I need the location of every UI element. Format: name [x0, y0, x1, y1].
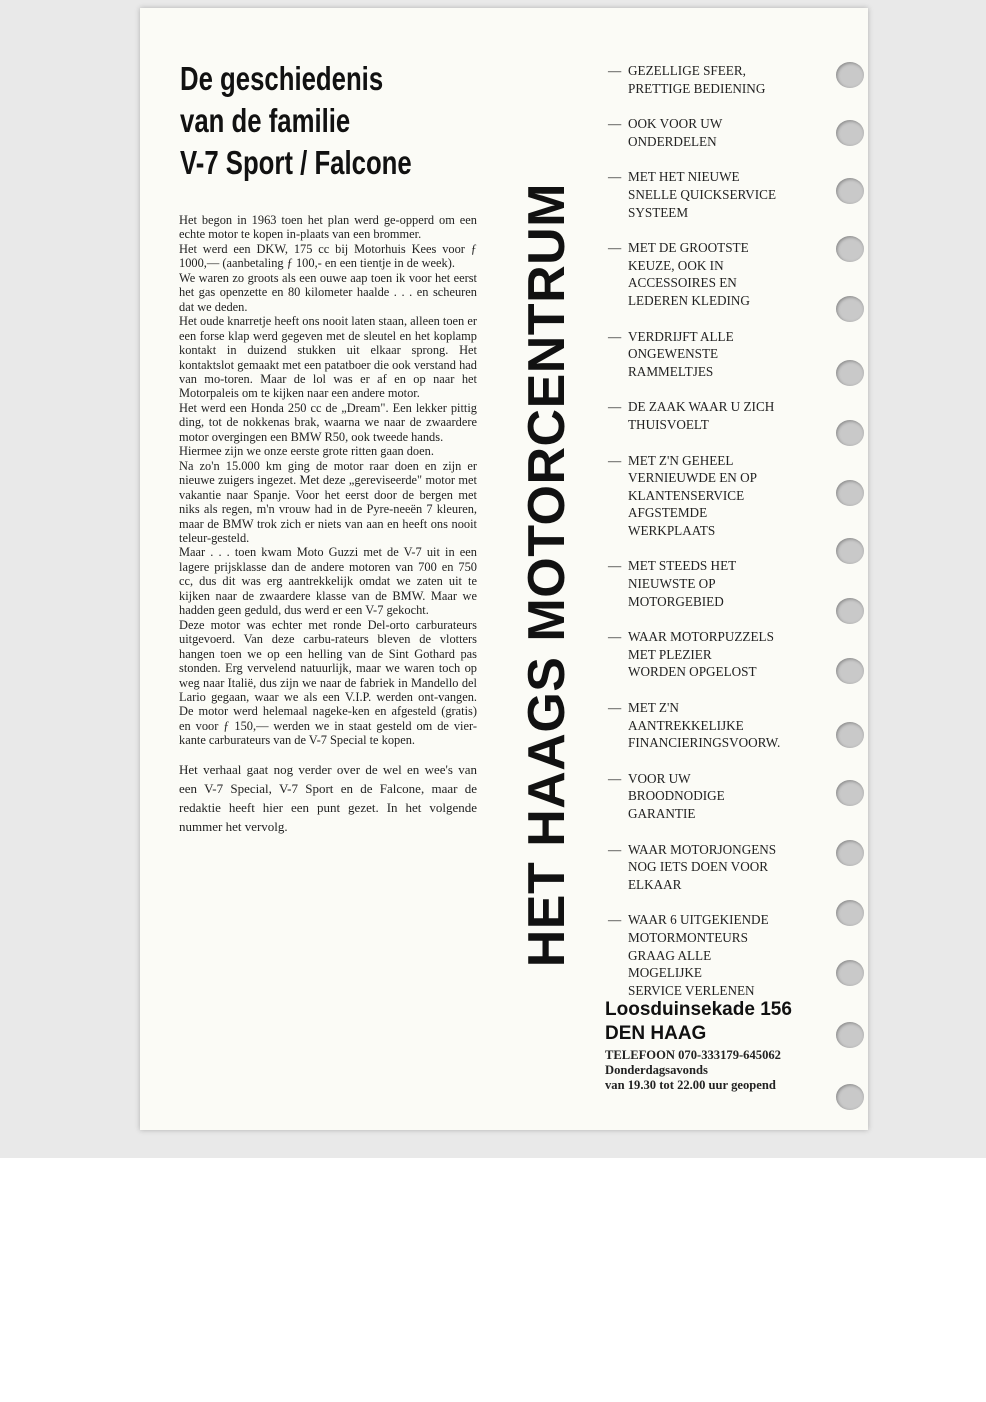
article-paragraph: Deze motor was echter met ronde Del-orto carburateurs uitgevoerd. Van deze carbu-rateurs bleven de vlotters hangen toen we op een helling van de Sint Gothard pas stonden. Erg vervelend natuurlijk, maar we waren toch op weg naar Italië, dus zijn we naar de fabriek in Mandello del Lario gegaan, waar we als een V.I.P. werden ont-vangen. De motor werd helemaal nageke-ken en afgesteld (gratis) en voor ƒ 150,— werden we in staat gesteld om de vier-kante carburateurs van de V-7 Special te kopen.: [179, 617, 477, 748]
advert-feature-item: [600, 841, 828, 894]
advert-feature-item: [600, 628, 828, 681]
feature-text: WAAR MOTORJONGENS NOG IETS DOEN VOOR ELKAAR: [628, 841, 777, 892]
feature-text: GEZELLIGE SFEER, PRETTIGE BEDIENING: [628, 63, 766, 96]
advert-address: [605, 998, 835, 1046]
advert-feature-item: [600, 699, 828, 752]
advert-feature-item: [600, 557, 828, 610]
article-body: [179, 213, 477, 836]
advert-feature-list: [600, 62, 828, 1017]
advert-feature-item: [600, 62, 828, 97]
advert-vertical-title: [520, 60, 574, 1090]
advert-vertical-title-text: HET HAAGS MOTORCENTRUM: [518, 182, 576, 968]
punch-hole: [836, 840, 864, 866]
opening-day: Donderdagsavonds: [605, 1063, 708, 1077]
punch-hole: [836, 480, 864, 506]
punch-hole: [836, 420, 864, 446]
feature-text: DE ZAAK WAAR U ZICH THUISVOELT: [628, 399, 775, 432]
advert-feature-item: [600, 115, 828, 150]
article-paragraph: Maar . . . toen kwam Moto Guzzi met de V-7 uit in een lagere prijsklasse dan de andere motoren van 700 en 750 cc, dus dit was erg aantrekkelijk omdat we zaten uit te kijken naar de zwaardere klasse van de BMW. Maar we hadden geen geduld, dus werd er een V-7 gekocht.: [179, 545, 477, 618]
advert-feature-item: [600, 168, 828, 221]
title-line: V-7 Sport / Falcone: [180, 144, 412, 181]
punch-hole: [836, 722, 864, 748]
advert-feature-item: [600, 770, 828, 823]
advert-feature-item: [600, 239, 828, 309]
advert-feature-item: [600, 911, 828, 999]
article-paragraph: Het oude knarretje heeft ons nooit laten staan, alleen toen er een forse klap werd gegeven met de sleutel en het koplamp kontakt in duizend stukken uit elkaar sprong. Het kontaktslot gemaakt met een patatboer die ook verstand had van mo-toren. Maar de lol was er af en op naar het Motorpaleis om te kijken naar een andere motor.: [179, 314, 477, 401]
article-paragraph: Na zo'n 15.000 km ging de motor raar doen en zijn er nieuwe zuigers ingezet. Met deze „gereviseerde" motor met vakantie naar Spanje. Voor het eerst door de bergen met niks als regen, m'n vrouw had in de Pyre-neeën 7 kleuren, maar de BMW trok zich er niets van aan en heeft ons nooit teleur-gesteld.: [179, 458, 477, 545]
address-street: Loosduinsekade 156: [605, 999, 792, 1020]
punch-hole: [836, 1084, 864, 1110]
feature-text: VERDRIJFT ALLE ONGEWENSTE RAMMELTJES: [628, 328, 734, 379]
feature-text: WAAR 6 UITGEKIENDE MOTORMONTEURS GRAAG ALLE MOGELIJKE SERVICE VERLENEN: [628, 912, 769, 998]
feature-text: MET Z'N GEHEEL VERNIEUWDE EN OP KLANTENSERVICE AFGSTEMDE WERKPLAATS: [628, 452, 757, 538]
feature-text: VOOR UW BROODNODIGE GARANTIE: [628, 770, 725, 821]
punch-hole: [836, 178, 864, 204]
punch-hole: [836, 960, 864, 986]
feature-text: MET STEEDS HET NIEUWSTE OP MOTORGEBIED: [628, 558, 737, 609]
advert-feature-item: [600, 452, 828, 540]
feature-text: OOK VOOR UW ONDERDELEN: [628, 116, 723, 149]
punch-hole: [836, 538, 864, 564]
article-paragraph: Het begon in 1963 toen het plan werd ge-opperd om een echte motor te kopen in-plaats van een brommer.: [179, 213, 477, 242]
punch-hole: [836, 296, 864, 322]
article-paragraph: Het werd een Honda 250 cc de „Dream". Een lekker pittig ding, tot de nokkenas brak, waarna we naar de zwaardere motor overgingen een BMW R50, ook tweede hands.: [179, 400, 477, 444]
advert-contact: [605, 1048, 835, 1093]
opening-hours: van 19.30 tot 22.00 uur geopend: [605, 1078, 776, 1092]
article-paragraph: Het werd een DKW, 175 cc bij Motorhuis Kees voor ƒ 1000,— (aanbetaling ƒ 100,- en een tientje in de week).: [179, 241, 477, 271]
punch-hole: [836, 62, 864, 88]
punch-hole: [836, 236, 864, 262]
telephone-line: TELEFOON 070-333179-645062: [605, 1048, 781, 1062]
feature-text: MET DE GROOTSTE KEUZE, OOK IN ACCESSOIRES EN LEDEREN KLEDING: [628, 240, 750, 308]
feature-text: MET Z'N AANTREKKELIJKE FINANCIERINGSVOORW.: [628, 700, 781, 751]
article-paragraph: We waren zo groots als een ouwe aap toen ik voor het eerst het gas openzette en 80 kilometer haalde . . . en scheuren dat we deden.: [179, 270, 477, 314]
article-title: [180, 58, 412, 184]
punch-hole: [836, 1022, 864, 1048]
article-closing-paragraph: Het verhaal gaat nog verder over de wel en wee's van een V-7 Special, V-7 Sport en de Falcone, maar de redaktie heeft hier een punt gezet. In het volgende nummer het vervolg.: [179, 761, 477, 834]
punch-hole: [836, 900, 864, 926]
advert-feature-item: [600, 328, 828, 381]
advert-feature-item: [600, 398, 828, 433]
title-line: van de familie: [180, 102, 351, 139]
article-paragraph: Hiermee zijn we onze eerste grote ritten gaan doen.: [179, 444, 434, 459]
address-city: DEN HAAG: [605, 1023, 707, 1044]
punch-hole: [836, 780, 864, 806]
title-line: De geschiedenis: [180, 60, 384, 97]
punch-hole: [836, 360, 864, 386]
punch-hole: [836, 120, 864, 146]
punch-hole: [836, 598, 864, 624]
feature-text: WAAR MOTORPUZZELS MET PLEZIER WORDEN OPGELOST: [628, 629, 774, 680]
feature-text: MET HET NIEUWE SNELLE QUICKSERVICE SYSTEEM: [628, 169, 777, 220]
punch-hole: [836, 658, 864, 684]
